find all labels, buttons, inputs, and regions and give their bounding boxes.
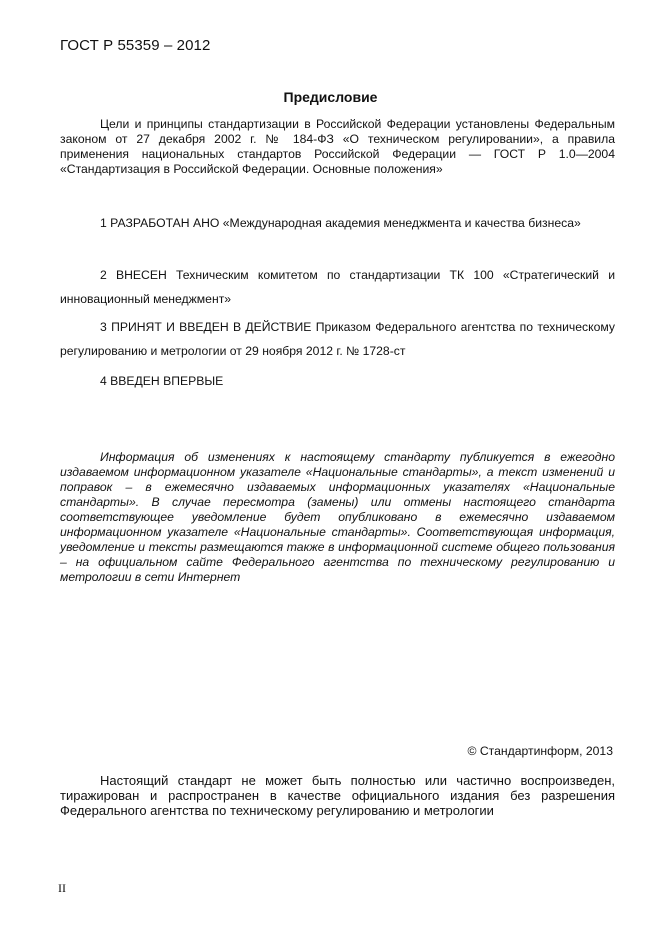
document-code: ГОСТ Р 55359 – 2012 [60,37,211,54]
preface-item-1: 1 РАЗРАБОТАН АНО «Международная академия менеджмента и качества бизнеса» [100,216,581,230]
preface-item-4: 4 ВВЕДЕН ВПЕРВЫЕ [100,374,224,388]
section-title: Предисловие [283,89,378,105]
preface-item-3: 3 ПРИНЯТ И ВВЕДЕН В ДЕЙСТВИЕ Приказом Федерального агентства по техническому регулированию и метрологии от 29 ноября 2012 г. № 1728-ст [60,320,615,358]
preface-paragraph: Цели и принципы стандартизации в Российской Федерации установлены Федеральным законом от 27 декабря 2002 г. № 184-ФЗ «О техническом регулировании», а правила применения национальных стандартов Российской Федерации — ГОСТ Р 1.0—2004 «Стандартизация в Российской Федерации. Основные положения» [60,117,615,176]
change-information-paragraph: Информация об изменениях к настоящему стандарту публикуется в ежегодно издаваемом информационном указателе «Национальные стандарты», а текст изменений и поправок – в ежемесячно издаваемых информационных указателях «Национальные стандарты». В случае пересмотра (замены) или отмены настоящего стандарта соответствующее уведомление будет опубликовано в ежемесячно издаваемом информационном указателе «Национальные стандарты». Соответствующая информация, уведомление и тексты размещаются также в информационной системе общего пользования – на официальном сайте Федерального агентства по техническому регулированию и метрологии в сети Интернет [60,450,615,584]
reproduction-notice: Настоящий стандарт не может быть полностью или частично воспроизведен, тиражирован и распространен в качестве официального издания без разрешения Федерального агентства по техническому регулированию и метрологии [60,773,615,818]
page-number: II [58,881,66,895]
copyright-line: © Стандартинформ, 2013 [467,744,613,758]
preface-item-2: 2 ВНЕСЕН Техническим комитетом по стандартизации ТК 100 «Стратегический и инновационный менеджмент» [60,268,615,306]
